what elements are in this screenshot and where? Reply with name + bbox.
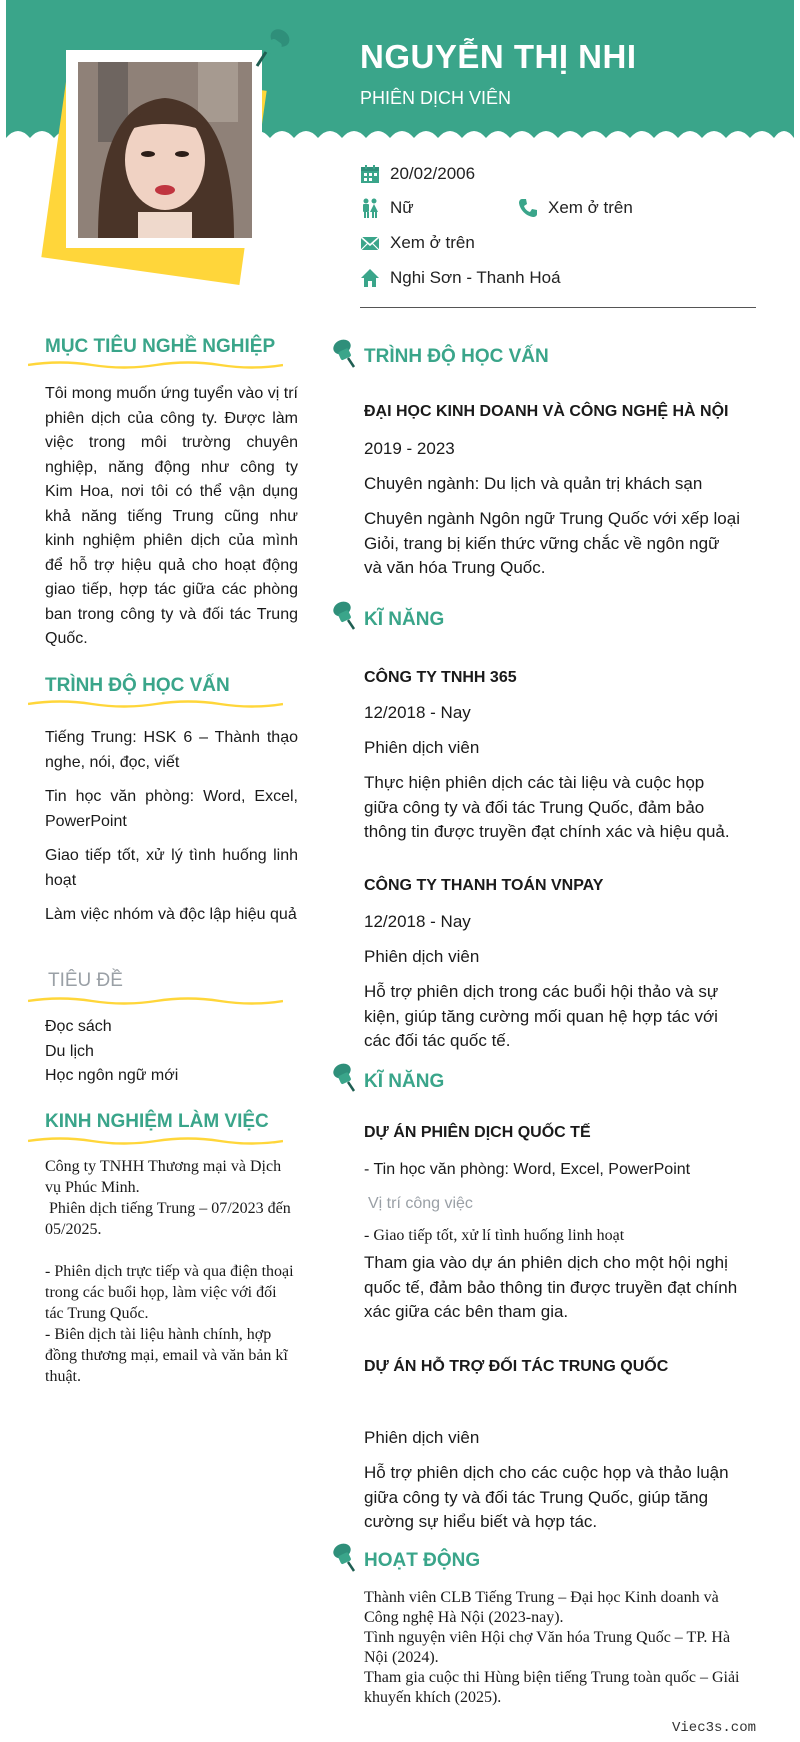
job-company: CÔNG TY THANH TOÁN VNPAY: [364, 877, 604, 894]
job-position: Phiên dịch viên: [364, 947, 480, 966]
school-desc: Chuyên ngành Ngôn ngữ Trung Quốc với xếp loại Giỏi, trang bị kiến thức vững chắc về ngôn ngữ và văn hóa Trung Quốc.: [364, 509, 740, 577]
pushpin-icon: [330, 1542, 356, 1572]
contact-gender: [360, 198, 414, 218]
watermark-brand: Viec3s.com: [672, 1720, 757, 1736]
activity-item: Tham gia cuộc thi Hùng biện tiếng Trung toàn quốc – Giải khuyến khích (2025).: [364, 1669, 740, 1706]
school-name: ĐẠI HỌC KINH DOANH VÀ CÔNG NGHỆ HÀ NỘI: [364, 403, 729, 420]
interest-item: Học ngôn ngữ mới: [45, 1067, 179, 1084]
activities-title: HOẠT ĐỘNG: [364, 1550, 481, 1571]
job-period: 12/2018 - Nay: [364, 703, 471, 722]
interests-title: TIÊU ĐỀ: [48, 970, 123, 991]
skills-title: KĨ NĂNG: [364, 609, 445, 630]
section-underline: [28, 358, 283, 370]
contact-divider: [360, 307, 756, 308]
contact-phone[interactable]: [518, 198, 633, 218]
contact-address: [360, 268, 561, 288]
calendar-icon: [360, 164, 380, 184]
interest-item: Đọc sách: [45, 1018, 112, 1035]
interest-item: Du lịch: [45, 1042, 94, 1060]
school-major: Chuyên ngành: Du lịch và quản trị khách sạn: [364, 474, 703, 493]
experience-line: - Biên dịch tài liệu hành chính, hợp đồng thương mại, email và văn bản kĩ thuật.: [45, 1326, 288, 1385]
project-name: DỰ ÁN HỖ TRỢ ĐỐI TÁC TRUNG QUỐC: [364, 1358, 669, 1375]
interests-list: [45, 1015, 298, 1089]
section-underline: [28, 697, 283, 709]
experience-line: Phiên dịch tiếng Trung – 07/2023 đến 05/2025.: [45, 1200, 295, 1238]
education-item: Làm việc nhóm và độc lập hiệu quả: [45, 906, 297, 923]
project-position: Phiên dịch viên: [364, 1428, 480, 1447]
activity-item: Tình nguyện viên Hội chợ Văn hóa Trung Quốc – TP. Hà Nội (2024).: [364, 1629, 731, 1666]
project-line: - Tin học văn phòng: Word, Excel, PowerPoint: [364, 1161, 691, 1178]
avatar-illustration: [78, 62, 252, 238]
job-desc: Thực hiện phiên dịch các tài liệu và cuộc họp giữa công ty và đối tác Trung Quốc, đảm bảo thông tin được truyền đạt chính xác và hiệu quả.: [364, 773, 730, 841]
objective-text: Tôi mong muốn ứng tuyển vào vị trí phiên dịch của công ty. Được làm việc trong môi trường chuyên nghiệp, năng động như công ty Kim Hoa, nơi tôi có thể vận dụng khả năng tiếng Trung cũng như kinh nghiệm phiên dịch của mình để hỗ trợ hiệu quả cho hoạt động giao tiếp, hợp tác giữa các phòng ban trong công ty và đối tác Trung Quốc.: [45, 385, 298, 647]
project-placeholder: Vị trí công việc: [368, 1195, 473, 1212]
project-desc: Hỗ trợ phiên dịch cho các cuộc họp và thảo luận giữa công ty và đối tác Trung Quốc, giúp tăng cường sự hiểu biết và hợp tác.: [364, 1463, 729, 1531]
right-education-title: TRÌNH ĐỘ HỌC VẤN: [364, 346, 549, 367]
pushpin-icon: [330, 1062, 356, 1092]
left-education-title: TRÌNH ĐỘ HỌC VẤN: [45, 675, 230, 696]
contact-birthday: [360, 164, 475, 184]
education-item: Tin học văn phòng: Word, Excel, PowerPoint: [45, 788, 298, 830]
school-period: 2019 - 2023: [364, 439, 455, 458]
pushpin-icon: [330, 600, 356, 630]
profile-photo: [40, 48, 280, 278]
candidate-name: NGUYỄN THỊ NHI: [360, 38, 637, 75]
objective-title: MỤC TIÊU NGHỀ NGHIỆP: [45, 336, 276, 357]
activity-item: Thành viên CLB Tiếng Trung – Đại học Kinh doanh và Công nghệ Hà Nội (2023-nay).: [364, 1589, 719, 1626]
pushpin-icon: [330, 338, 356, 368]
job-position: Phiên dịch viên: [364, 738, 480, 757]
job-period: 12/2018 - Nay: [364, 912, 471, 931]
gender-value: Nữ: [390, 198, 414, 217]
birthday-value: 20/02/2006: [390, 164, 476, 183]
experience-title: KINH NGHIỆM LÀM VIỆC: [45, 1111, 269, 1132]
experience-line: [45, 1240, 298, 1261]
email-icon: [360, 233, 380, 253]
avatar: [78, 62, 252, 238]
project-name: DỰ ÁN PHIÊN DỊCH QUỐC TẾ: [364, 1124, 591, 1141]
gender-icon: [360, 198, 380, 218]
activities-list: [364, 1588, 744, 1708]
home-icon: [360, 268, 380, 288]
address-value: Nghi Sơn - Thanh Hoá: [390, 268, 561, 287]
experience-text: [45, 1156, 298, 1387]
section-underline: [28, 1134, 283, 1146]
contact-email[interactable]: [360, 233, 475, 253]
section-underline: [28, 994, 283, 1006]
experience-line: - Phiên dịch trực tiếp và qua điện thoại trong các buổi họp, làm việc với đối tác Trung Quốc.: [45, 1263, 294, 1322]
job-desc: Hỗ trợ phiên dịch trong các buổi hội thảo và sự kiện, giúp tăng cường mối quan hệ hợp tác với các đối tác quốc tế.: [364, 982, 719, 1050]
phone-value: Xem ở trên: [548, 198, 633, 217]
project-line: - Giao tiếp tốt, xử lí tình huống linh hoạt: [364, 1227, 625, 1244]
job-company: CÔNG TY TNHH 365: [364, 669, 517, 686]
education-item: Giao tiếp tốt, xử lý tình huống linh hoạt: [45, 847, 298, 889]
project-desc: Tham gia vào dự án phiên dịch cho một hội nghị quốc tế, đảm bảo thông tin được truyền đạt chính xác giữa các bên tham gia.: [364, 1253, 738, 1321]
candidate-role: PHIÊN DỊCH VIÊN: [360, 88, 512, 108]
email-value: Xem ở trên: [390, 233, 475, 252]
education-item: Tiếng Trung: HSK 6 – Thành thạo nghe, nói, đọc, viết: [45, 729, 298, 771]
experience-line: Công ty TNHH Thương mại và Dịch vụ Phúc Minh.: [45, 1158, 282, 1196]
left-education-list: [45, 726, 298, 938]
projects-title: KĨ NĂNG: [364, 1071, 445, 1092]
phone-icon: [518, 198, 538, 218]
pushpin-icon: [254, 26, 294, 70]
